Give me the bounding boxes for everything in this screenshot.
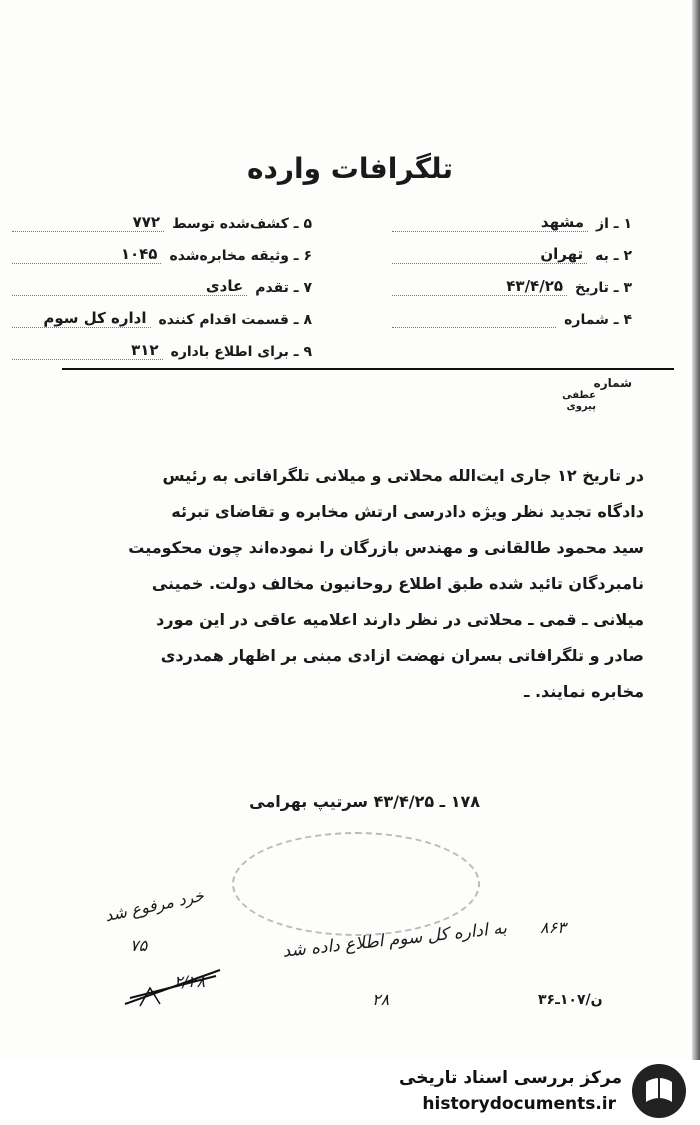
field-label: ۴ ـ شماره (564, 312, 632, 328)
footer-url[interactable]: historydocuments.ir (422, 1094, 616, 1114)
body-line: مخابره نمایند. ـ (523, 682, 644, 701)
field-value: ۳۱۲ (12, 341, 163, 360)
field-label: ۷ ـ تقدم (255, 280, 312, 296)
reference-number-label: شماره (593, 376, 632, 390)
archive-logo-icon (630, 1062, 688, 1120)
field-value (392, 327, 556, 328)
handwritten-margin-note: خرد مرفوع شد (103, 885, 206, 926)
body-line: صادر و تلگرافاتی بسران نهضت ازادی مبنی بر اظهار همدردی (160, 646, 644, 665)
handwritten-date: ۲۸ (372, 990, 390, 1009)
body-line: دادگاه تجدید نظر ویژه دادرسی ارتش مخابره و تقاضای تبرئه (171, 502, 644, 521)
header-fields-left (12, 200, 312, 360)
field-label: ۸ ـ قسمت اقدام کننده (158, 312, 312, 328)
body-line: نامبردگان تائید شده طبق اطلاع روحانیون مخالف دولت. خمینی (151, 574, 644, 593)
header-fields-right (392, 200, 632, 328)
field-value: عادی (12, 277, 247, 296)
header-field-action-section (12, 296, 312, 328)
document-title: تلگرافات وارده (247, 152, 453, 185)
header-field-info-to (12, 328, 312, 360)
field-value: ۷۷۲ (12, 213, 164, 232)
field-label: ۵ ـ کشف‌شده توسط (172, 216, 312, 232)
header-field-decoded-by (12, 200, 312, 232)
reference-label (562, 376, 632, 412)
field-value: ۴۳/۴/۲۵ (392, 277, 567, 296)
body-line: سید محمود طالقانی و مهندس بازرگان را نموده‌اند چون محکومیت (128, 538, 644, 557)
signature-scribble (120, 960, 230, 1010)
field-label: ۲ ـ به (595, 248, 632, 264)
signature-line: ۱۷۸ ـ ۴۳/۴/۲۵ سرتیپ بهرامی (249, 792, 480, 811)
body-line: میلانی ـ قمی ـ محلاتی در نظر دارند اعلامیه عاقی در این مورد (156, 610, 644, 629)
header-field-number (392, 296, 632, 328)
header-field-priority (12, 264, 312, 296)
header-field-to (392, 232, 632, 264)
header-field-from (392, 200, 632, 232)
header-field-document (12, 232, 312, 264)
handwritten-instruction: به اداره کل سوم اطلاع داده شد (281, 918, 508, 962)
field-label: ۱ ـ از (596, 216, 632, 232)
field-label: ۶ ـ وثیقه مخابره‌شده (169, 248, 312, 264)
header-field-date (392, 264, 632, 296)
footer-org-name: مرکز بررسی اسناد تاریخی (399, 1068, 622, 1088)
header-divider (62, 368, 674, 370)
faded-stamp (232, 832, 480, 936)
handwritten-number: ۷۵ (130, 936, 148, 955)
document-code: ن/۱۰۷ـ۳۶ (538, 992, 603, 1008)
body-line: در تاریخ ۱۲ جاری ایت‌الله محلاتی و میلانی تلگرافاتی به رئیس (162, 466, 644, 485)
field-label: ۳ ـ تاریخ (575, 280, 632, 296)
handwritten-date-left: ۲/۲۸ (174, 972, 206, 991)
field-value: تهران (392, 245, 587, 264)
reference-atfi: عطفی (562, 390, 596, 401)
field-value: ۱۰۴۵ (12, 245, 161, 264)
reference-peyrovi: پیروی (566, 401, 596, 412)
telegram-body (34, 458, 644, 710)
field-value: مشهد (392, 213, 588, 232)
handwritten-reference: ۸۶۳ (540, 918, 566, 937)
field-label: ۹ ـ برای اطلاع باداره (170, 344, 312, 360)
field-value: اداره کل سوم (12, 309, 151, 328)
